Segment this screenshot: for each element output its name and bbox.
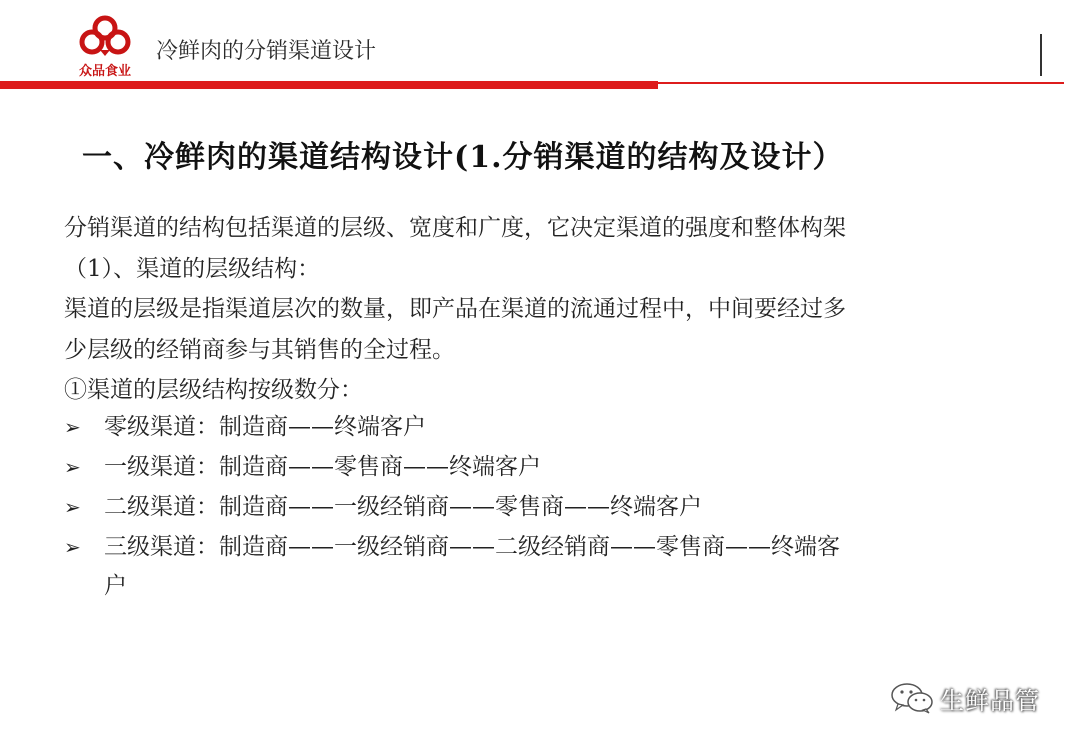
header-title: 冷鲜肉的分销渠道设计: [156, 39, 377, 64]
watermark-text: 生鲜品管: [940, 686, 1040, 715]
body-line-structure: 分销渠道的结构包括渠道的层级、宽度和广度，它决定渠道的强度和整体构架: [64, 215, 846, 241]
body-line-definition-cont: 少层级的经销商参与其销售的全过程。: [64, 336, 455, 363]
arrow-bullet-icon: ➢: [64, 415, 81, 439]
watermark: [890, 680, 1040, 716]
list-item: [64, 448, 1004, 487]
list-item-text: 二级渠道：制造商——一级经销商——零售商——终端客户: [104, 494, 702, 520]
logo-mark-icon: [70, 14, 140, 60]
list-item: [64, 488, 1004, 527]
list-item-text-cont: 户: [104, 573, 127, 599]
list-item: [64, 408, 1004, 447]
list-item: [64, 528, 1004, 606]
slide-header: [0, 0, 1080, 92]
body-line-definition: 渠道的层级是指渠道层次的数量，即产品在渠道的流通过程中，中间要经过多: [64, 296, 846, 322]
wechat-icon: [890, 681, 934, 715]
arrow-bullet-icon: ➢: [64, 455, 81, 479]
list-item-text: 三级渠道：制造商——一级经销商——二级经销商——零售商——终端客: [104, 534, 840, 560]
body-line-classification: ①渠道的层级结构按级数分：: [64, 377, 363, 403]
logo-text: 众品食业: [78, 64, 131, 79]
slide-title: 一、冷鲜肉的渠道结构设计(1.分销渠道的结构及设计）: [82, 140, 844, 175]
list-item-text: 一级渠道：制造商——零售商——终端客户: [104, 454, 541, 480]
bullet-list: [64, 408, 1004, 606]
header-red-bar: [0, 81, 658, 89]
header-divider: [1040, 34, 1042, 76]
company-logo: [70, 14, 140, 80]
list-item-text: 零级渠道：制造商——终端客户: [104, 414, 426, 440]
arrow-bullet-icon: ➢: [64, 535, 81, 559]
header-red-line: [658, 82, 1064, 84]
arrow-bullet-icon: ➢: [64, 495, 81, 519]
body-line-heading: （1）、渠道的层级结构：: [64, 255, 321, 282]
body-text: [64, 208, 1004, 411]
